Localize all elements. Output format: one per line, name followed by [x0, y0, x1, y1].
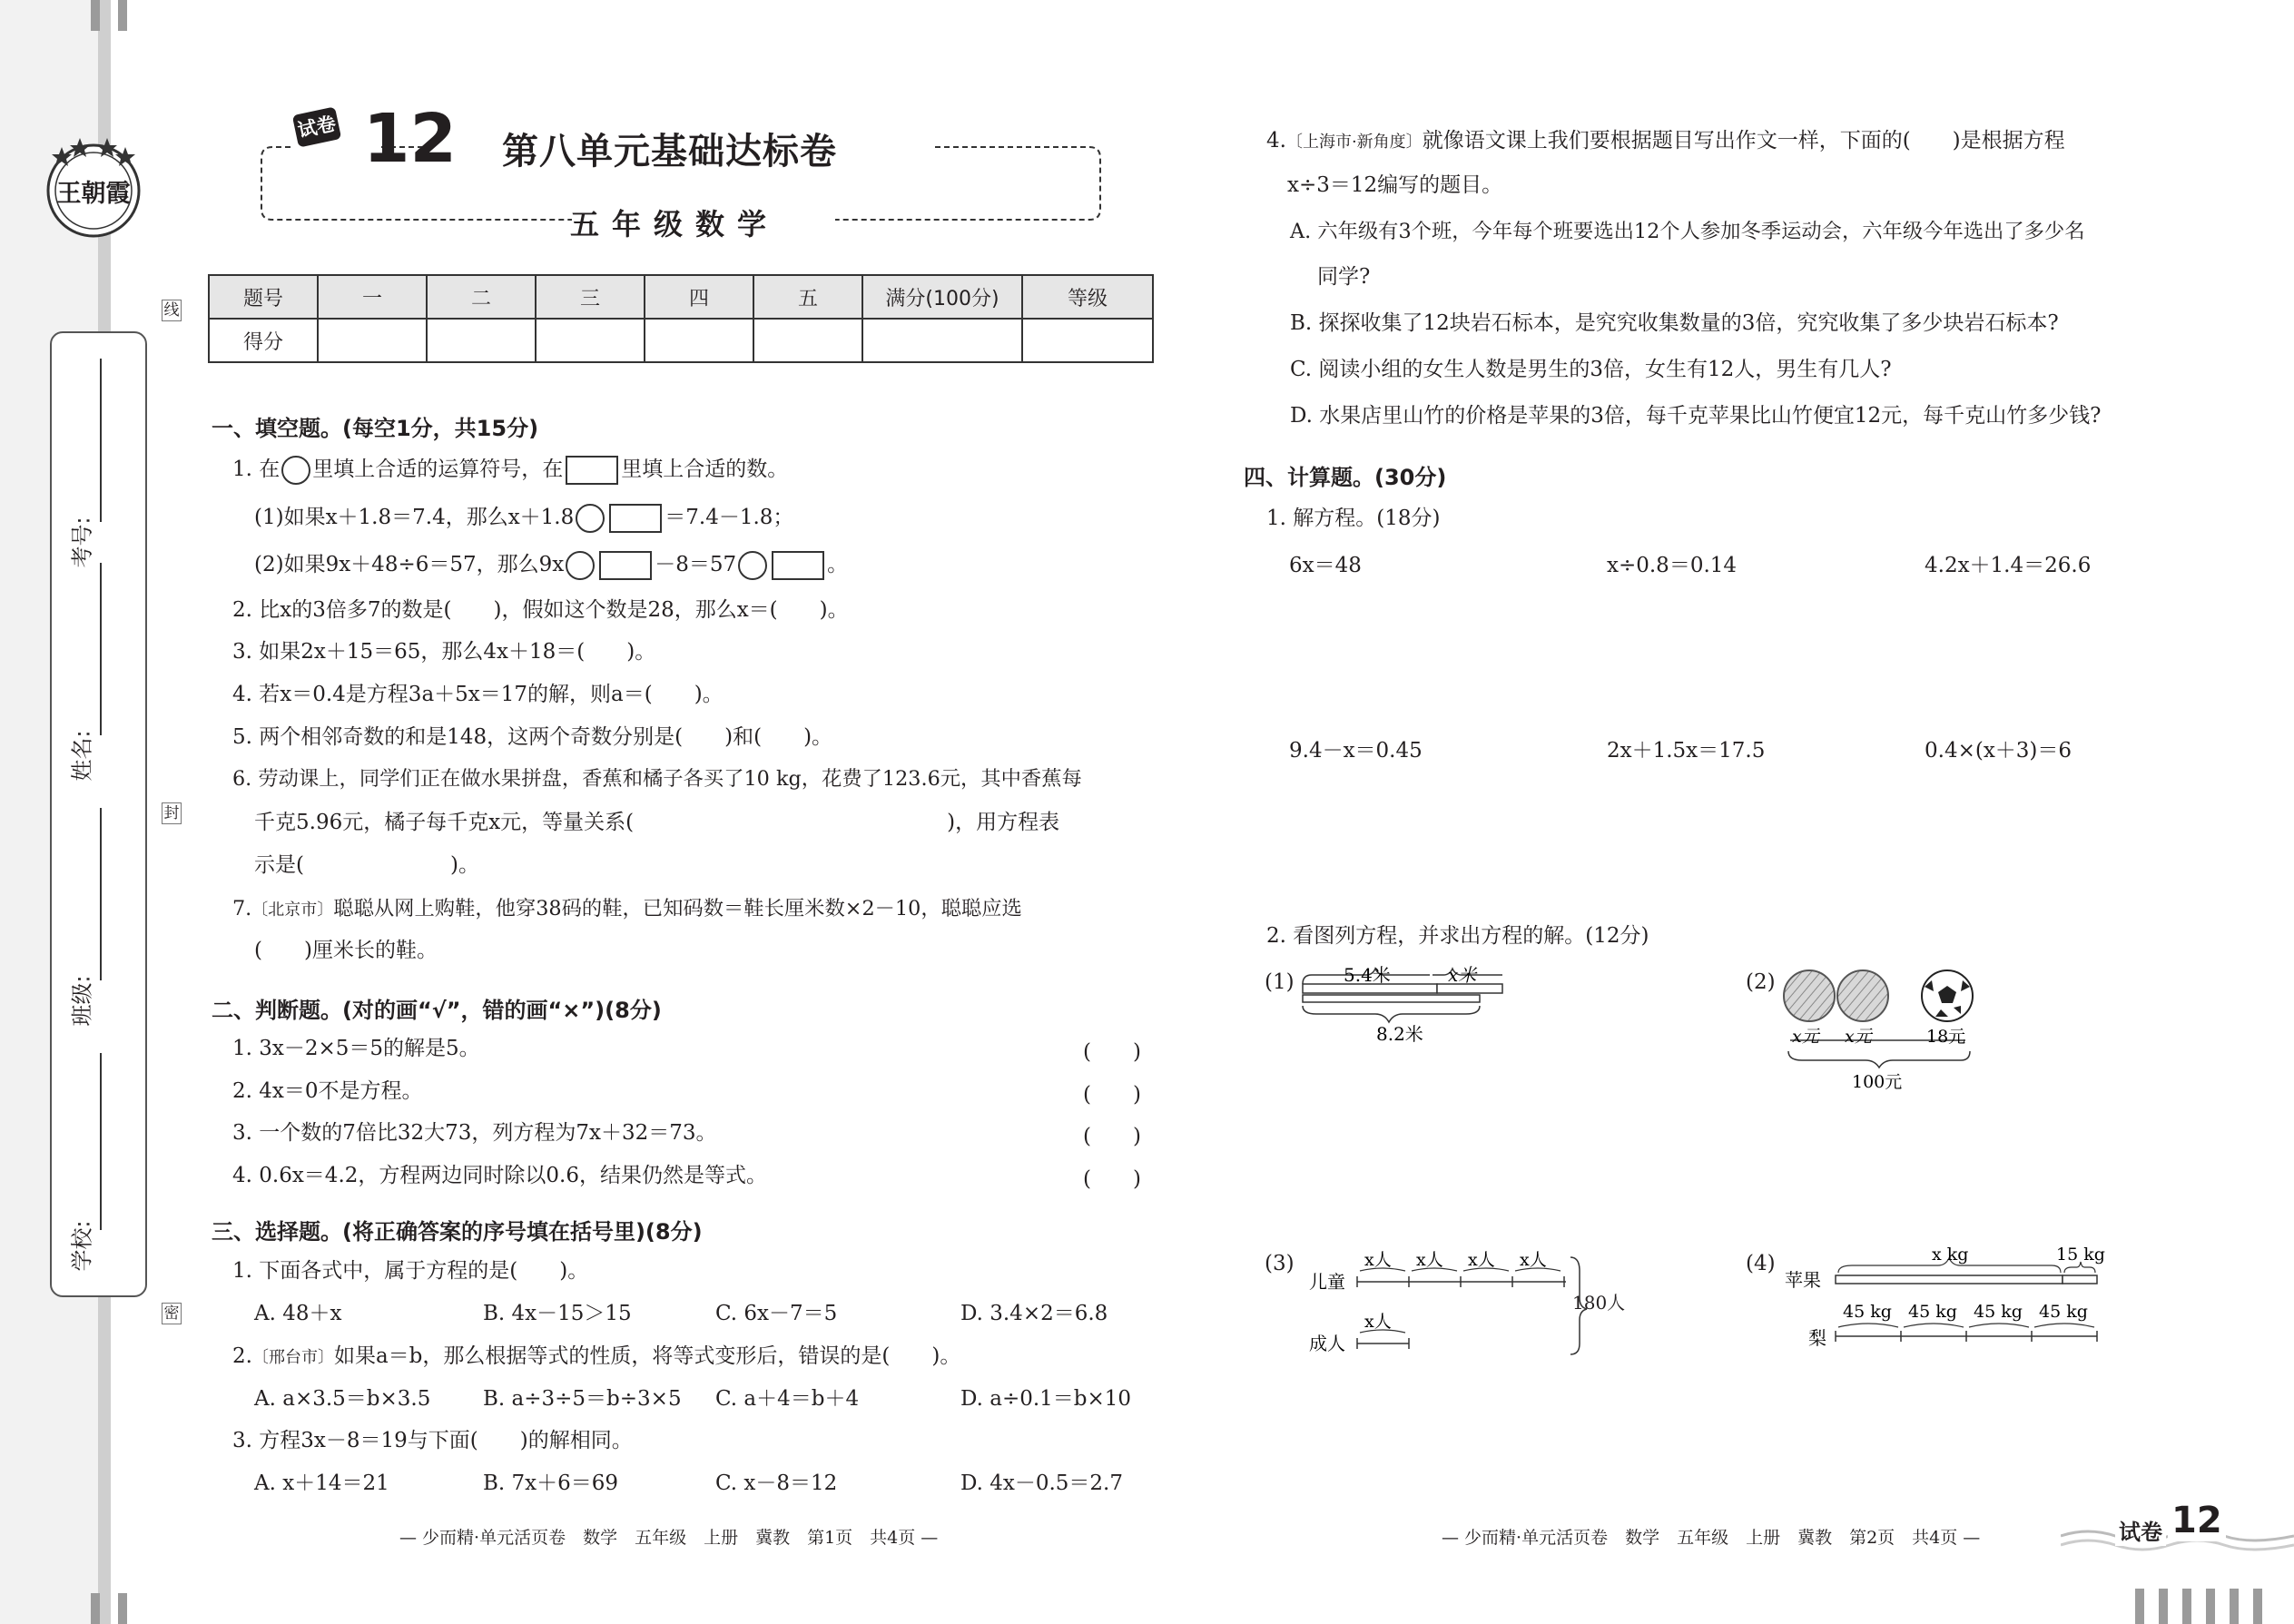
soccer-ball-icon	[1922, 970, 1973, 1021]
choice-option[interactable]: A. x＋14＝21	[254, 1471, 389, 1495]
seal-line-char: 密	[162, 1303, 182, 1324]
question-6: 千克5.96元，橘子每千克x元，等量关系( )，用方程表	[254, 811, 1060, 834]
score-cell[interactable]	[427, 319, 536, 362]
footer-badge-label: 试卷	[2115, 1514, 2166, 1546]
choice-option[interactable]: D. 3.4×2＝6.8	[960, 1302, 1108, 1325]
weight-label: 45 kg	[1974, 1302, 2023, 1322]
unit-label: x人	[1364, 1250, 1392, 1270]
question-7: ( )厘米长的鞋。	[254, 939, 438, 962]
question-1: 1. 在 里填上合适的运算符号，在 里填上合适的数。	[232, 456, 788, 485]
exam-number-label: 考号:	[69, 517, 95, 568]
figure-2-diagram	[1779, 964, 1988, 1100]
judge-item: 2. 4x＝0不是方程。	[232, 1079, 423, 1103]
choice-question-4: 4.〔上海市·新角度〕就像语文课上我们要根据题目写出作文一样，下面的( )是根据方程	[1266, 129, 2065, 153]
score-row-label: 得分	[209, 319, 318, 362]
answer-circle[interactable]	[738, 551, 767, 580]
answer-paren[interactable]: ( )	[1083, 1040, 1141, 1064]
judge-item: 4. 0.6x＝4.2，方程两边同时除以0.6，结果仍然是等式。	[232, 1164, 767, 1187]
weight-label: 45 kg	[1843, 1302, 1892, 1322]
price-label: x元	[1845, 1027, 1872, 1047]
choice-option[interactable]: D. 水果店里山竹的价格是苹果的3倍，每千克苹果比山竹便宜12元，每千克山竹多少钱?	[1290, 404, 2102, 428]
choice-option[interactable]: A. 48＋x	[254, 1302, 342, 1325]
question-6: 示是( )。	[254, 853, 479, 877]
page-footer-left: — 少而精·单元活页卷 数学 五年级 上册 冀教 第1页 共4页 —	[399, 1528, 939, 1548]
score-header: 等级	[1022, 275, 1153, 319]
score-header: 满分(100分)	[862, 275, 1022, 319]
equation: 0.4×(x＋3)＝6	[1925, 739, 2072, 763]
choice-option[interactable]: B. 探探收集了12块岩石标本，是究究收集数量的3倍，究究收集了多少块岩石标本?	[1290, 311, 2059, 335]
row-label: 儿童	[1309, 1271, 1345, 1293]
figure-1-diagram	[1298, 964, 1516, 1046]
judge-item: 3. 一个数的7倍比32大73，列方程为7x＋32＝73。	[232, 1121, 717, 1145]
choice-option[interactable]: D. 4x－0.5＝2.7	[960, 1471, 1124, 1495]
figure-label: (4)	[1746, 1252, 1776, 1275]
seal-line-char: 封	[162, 802, 182, 824]
weight-label: x kg	[1932, 1245, 1969, 1265]
figure-label: (1)	[1265, 970, 1295, 994]
equation: 6x＝48	[1289, 554, 1362, 577]
choice-option-cont: 同学?	[1317, 265, 1371, 289]
crop-mark	[118, 1593, 127, 1624]
figure-label: (3)	[1265, 1252, 1295, 1275]
choice-option[interactable]: D. a÷0.1＝b×10	[960, 1387, 1132, 1411]
question-1-2: (2)如果9x＋48÷6＝57，那么9x －8＝57 。	[254, 551, 848, 580]
choice-option[interactable]: C. a＋4＝b＋4	[715, 1387, 860, 1411]
row-label: 苹果	[1785, 1269, 1821, 1291]
score-cell[interactable]	[536, 319, 645, 362]
question-5: 5. 两个相邻奇数的和是148，这两个奇数分别是( )和( )。	[232, 725, 833, 749]
diagram-question-title: 2. 看图列方程，并求出方程的解。(12分)	[1266, 924, 1649, 948]
choice-option[interactable]: A. a×3.5＝b×3.5	[254, 1387, 431, 1411]
question-1-1: (1)如果x＋1.8＝7.4，那么x＋1.8 ＝7.4－1.8；	[254, 504, 793, 533]
answer-circle[interactable]	[566, 551, 595, 580]
weight-label: 45 kg	[1908, 1302, 1957, 1322]
equation: x÷0.8＝0.14	[1607, 554, 1738, 577]
student-info-panel	[50, 331, 147, 1297]
crop-mark	[2135, 1589, 2144, 1624]
seal-line-char: 线	[162, 300, 182, 321]
question-6: 6. 劳动课上，同学们正在做水果拼盘，香蕉和橘子各买了10 kg，花费了123.6元，其中香蕉每	[232, 767, 1082, 791]
exam-number-field[interactable]	[100, 359, 102, 522]
number-box	[566, 456, 618, 485]
choice-question-4: x÷3＝12编写的题目。	[1287, 173, 1503, 197]
operator-circle	[281, 456, 310, 485]
figure-3-diagram	[1298, 1244, 1598, 1362]
crop-mark	[2230, 1589, 2239, 1624]
unit-label: x人	[1416, 1250, 1443, 1270]
answer-box[interactable]	[772, 551, 824, 580]
crop-mark	[2182, 1589, 2191, 1624]
section1-title: 一、填空题。(每空1分，共15分)	[212, 416, 539, 441]
score-cell[interactable]	[318, 319, 427, 362]
question-2: 2. 比x的3倍多7的数是( )，假如这个数是28，那么x＝( )。	[232, 598, 849, 622]
crop-mark	[91, 0, 100, 31]
weight-label: 15 kg	[2056, 1245, 2105, 1265]
publisher-logo	[34, 127, 153, 245]
price-label: 18元	[1926, 1027, 1966, 1047]
footer-badge-number: 12	[2168, 1500, 2226, 1541]
basketball-icon	[1837, 970, 1888, 1021]
score-header: 四	[645, 275, 753, 319]
score-cell[interactable]	[645, 319, 753, 362]
equation: 4.2x＋1.4＝26.6	[1925, 554, 2092, 577]
choice-question-1: 1. 下面各式中，属于方程的是( )。	[232, 1259, 589, 1283]
section4-title: 四、计算题。(30分)	[1244, 465, 1447, 490]
page-title: 第八单元基础达标卷	[502, 131, 837, 172]
equation: 2x＋1.5x＝17.5	[1607, 739, 1766, 763]
question-4: 4. 若x＝0.4是方程3a＋5x＝17的解，则a＝( )。	[232, 683, 724, 706]
unit-label: x人	[1520, 1250, 1547, 1270]
row-label: 成人	[1309, 1333, 1345, 1354]
answer-paren[interactable]: ( )	[1083, 1167, 1141, 1191]
school-label: 学校:	[69, 1220, 95, 1272]
crop-mark	[2159, 1589, 2168, 1624]
section3-title: 三、选择题。(将正确答案的序号填在括号里)(8分)	[212, 1219, 703, 1245]
class-field[interactable]	[100, 808, 102, 980]
score-cell[interactable]	[862, 319, 1022, 362]
length-label: x米	[1448, 964, 1477, 986]
score-header: 一	[318, 275, 427, 319]
choice-option[interactable]: B. 4x－15＞15	[483, 1302, 632, 1325]
price-label: x元	[1792, 1027, 1819, 1047]
length-label: 5.4米	[1344, 964, 1391, 986]
page-subtitle: 五年级数学	[570, 207, 780, 241]
exam-badge: 试卷	[292, 106, 341, 147]
svg-text:王朝霞: 王朝霞	[56, 180, 131, 208]
choice-option[interactable]: C. x－8＝12	[715, 1471, 838, 1495]
class-label: 班级:	[69, 975, 95, 1027]
score-header: 二	[427, 275, 536, 319]
choice-option[interactable]: A. 六年级有3个班，今年每个班要选出12个人参加冬季运动会，六年级今年选出了多少名	[1290, 220, 2085, 243]
crop-mark	[2206, 1589, 2215, 1624]
choice-option[interactable]: C. 6x－7＝5	[715, 1302, 838, 1325]
total-label: 180人	[1572, 1292, 1626, 1314]
choice-option[interactable]: B. 7x＋6＝69	[483, 1471, 619, 1495]
solve-title: 1. 解方程。(18分)	[1266, 507, 1441, 530]
crop-mark	[91, 1593, 100, 1624]
figure-label: (2)	[1746, 970, 1776, 994]
crop-mark	[118, 0, 127, 31]
exam-number: 12	[363, 100, 457, 178]
choice-option[interactable]: B. a÷3÷5＝b÷3×5	[483, 1387, 682, 1411]
score-header: 三	[536, 275, 645, 319]
choice-option[interactable]: C. 阅读小组的女生人数是男生的3倍，女生有12人，男生有几人?	[1290, 358, 1892, 381]
total-label: 8.2米	[1376, 1023, 1423, 1045]
name-field[interactable]	[100, 563, 102, 735]
crop-mark	[2253, 1589, 2262, 1624]
choice-question-2: 2.〔邢台市〕如果a＝b，那么根据等式的性质，将等式变形后，错误的是( )。	[232, 1344, 961, 1368]
equation: 9.4－x＝0.45	[1289, 739, 1423, 763]
score-table	[208, 274, 1154, 363]
school-field[interactable]	[100, 1053, 102, 1230]
score-cell[interactable]	[1022, 319, 1153, 362]
question-7: 7.〔北京市〕聪聪从网上购鞋，他穿38码的鞋，已知码数＝鞋长厘米数×2－10，聪聪应选	[232, 897, 1022, 920]
weight-label: 45 kg	[2039, 1302, 2088, 1322]
unit-label: x人	[1468, 1250, 1495, 1270]
answer-circle[interactable]	[576, 504, 605, 533]
row-label: 梨	[1808, 1327, 1826, 1349]
name-label: 姓名:	[69, 730, 95, 782]
score-header: 题号	[209, 275, 318, 319]
figure-4-diagram	[1779, 1244, 2115, 1362]
question-3: 3. 如果2x＋15＝65，那么4x＋18＝( )。	[232, 640, 656, 664]
basketball-icon	[1784, 970, 1835, 1021]
total-label: 100元	[1852, 1072, 1903, 1092]
answer-paren[interactable]: ( )	[1083, 1125, 1141, 1148]
answer-paren[interactable]: ( )	[1083, 1083, 1141, 1107]
section2-title: 二、判断题。(对的画“√”，错的画“×”)(8分)	[212, 998, 662, 1023]
score-header: 五	[753, 275, 862, 319]
unit-label: x人	[1364, 1312, 1392, 1332]
choice-question-3: 3. 方程3x－8＝19与下面( )的解相同。	[232, 1429, 633, 1452]
judge-item: 1. 3x－2×5＝5的解是5。	[232, 1037, 480, 1060]
answer-box[interactable]	[599, 551, 652, 580]
score-cell[interactable]	[753, 319, 862, 362]
answer-box[interactable]	[609, 504, 662, 533]
page-footer-right: — 少而精·单元活页卷 数学 五年级 上册 冀教 第2页 共4页 —	[1442, 1528, 1981, 1548]
